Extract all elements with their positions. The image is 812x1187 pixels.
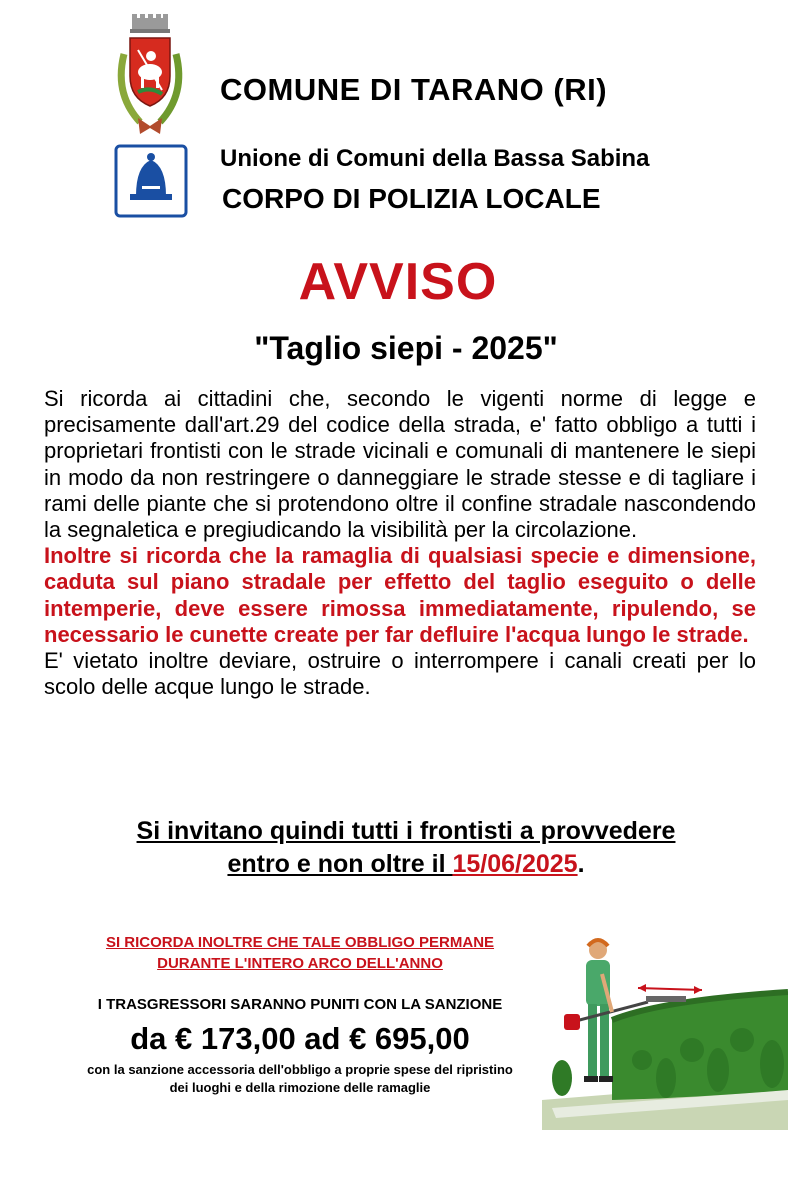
union-name: Unione di Comuni della Bassa Sabina <box>220 145 650 172</box>
notice-paragraph-2: Inoltre si ricorda che la ramaglia di qualsiasi specie e dimensione, caduta sul piano stradale per effetto del taglio eseguito o delle intemperie, deve essere rimossa immediatamente, ripulendo, se necessario le cunette create per far defluire l'acqua lungo le strade. <box>44 543 756 647</box>
deadline-date: 15/06/2025 <box>452 850 578 878</box>
call-to-action <box>0 815 812 881</box>
cta-line-1: Si invitano quindi tutti i frontisti a provvedere <box>136 817 676 845</box>
notice-subtitle: "Taglio siepi - 2025" <box>254 330 558 366</box>
municipal-crest-icon <box>110 14 190 136</box>
offenders-notice: I TRASGRESSORI SARANNO PUNITI CON LA SANZIONE <box>97 996 503 1013</box>
notice-heading: AVVISO <box>298 253 498 311</box>
notice-paragraph-3: E' vietato inoltre deviare, ostruire o interrompere i canali creati per lo scolo delle acque lungo le strade. <box>44 648 756 700</box>
notice-body <box>44 386 756 700</box>
police-corps-title: CORPO DI POLIZIA LOCALE <box>222 183 601 214</box>
year-round-reminder: SI RICORDA INOLTRE CHE TALE OBBLIGO PERMANE DURANTE L'INTERO ARCO DELL'ANNO <box>105 934 495 972</box>
hedge-trimmer-illustration <box>542 930 788 1130</box>
cta-line-2: entro e non oltre il <box>227 850 453 878</box>
accessory-sanction: con la sanzione accessoria dell'obbligo a proprie spese del ripristino dei luoghi e della rimozione delle ramaglie <box>87 1062 513 1095</box>
town-title: COMUNE DI TARANO (RI) <box>220 72 608 107</box>
sanction-block <box>40 932 560 1097</box>
sanction-range: da € 173,00 ad € 695,00 <box>130 1021 470 1056</box>
notice-paragraph-1: Si ricorda ai cittadini che, secondo le vigenti norme di legge e precisamente dall'art.29 del codice della strada, e' fatto obbligo a tutti i proprietari frontisti con le strade vicinali e comunali di mantenere le siepi in modo da non restringere o danneggiare le strade stesse e di tagliare i rami delle piante che si protendono oltre il confine stradale nascondendo la segnaletica e pregiudicando la visibilità per la circolazione. <box>44 386 756 543</box>
police-helmet-icon <box>114 144 188 218</box>
cta-end: . <box>577 850 585 878</box>
